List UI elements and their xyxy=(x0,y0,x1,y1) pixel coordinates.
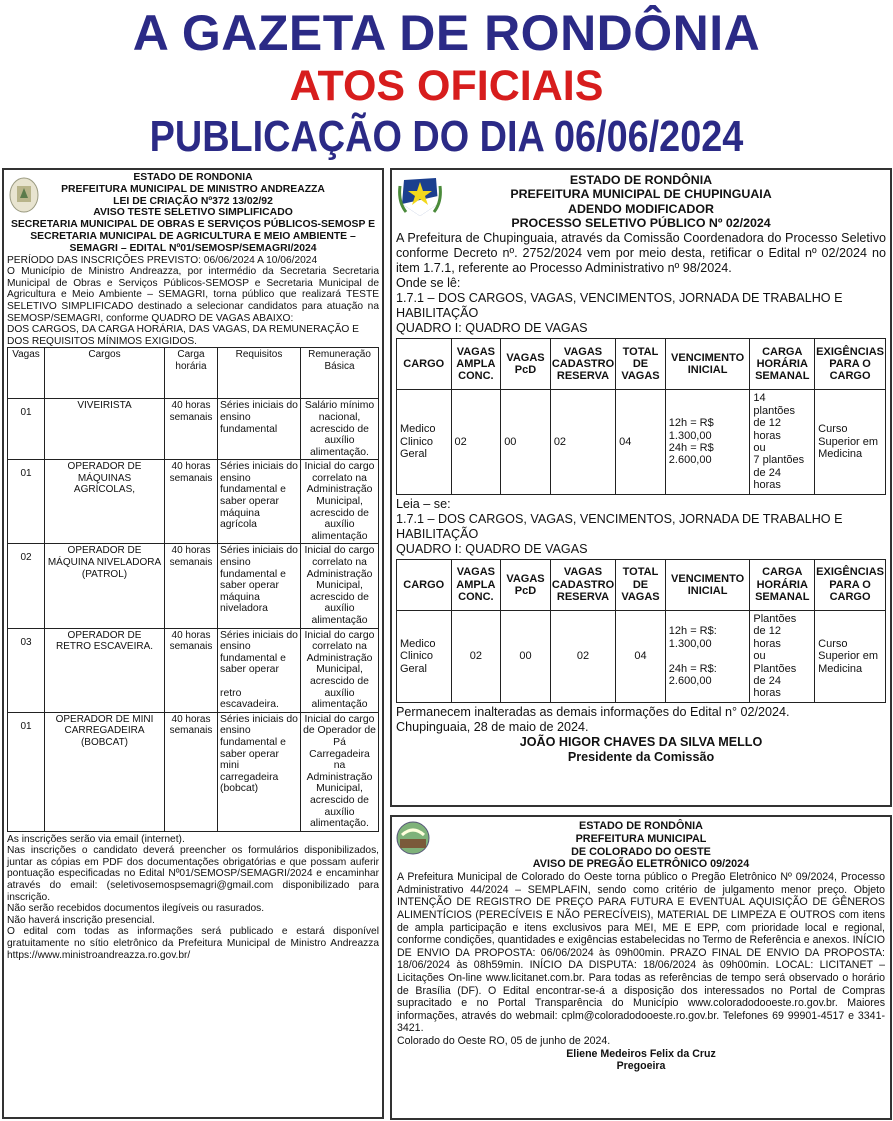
table-row xyxy=(8,712,379,831)
ministro-andreazza-notice xyxy=(2,168,384,1119)
column-header: VAGAS PcD xyxy=(501,339,551,390)
table-cell: Inicial do cargo correlato na Administração Municipal, acrescido de auxílio alimentação xyxy=(301,460,379,544)
column-header: VENCIMENTO INICIAL xyxy=(665,339,750,390)
signer-name: JOÃO HIGOR CHAVES DA SILVA MELLO xyxy=(519,734,763,749)
column-header: CARGA HORÁRIA SEMANAL xyxy=(750,559,815,610)
table-cell: 12h = R$ 1.300,00 24h = R$ 2.600,00 xyxy=(665,390,750,494)
table-cell: Plantões de 12 horas ou Plantões de 24 horas xyxy=(750,610,815,702)
table-cell: 00 xyxy=(501,610,551,702)
table-cell: 40 horas semanais xyxy=(165,712,218,831)
table-cell: 04 xyxy=(616,610,666,702)
intro-paragraph: O Município de Ministro Andreazza, por intermédio da Secretaria Secretaria Municipal de Obras e Serviços Públicos-SEMOSP e Secretaria Municipal de Agricultura e Meio Ambiente – SEMAGRI, torna público que realizará TESTE SELETIVO SIMPLIFICADO destinado a selecionar candidatos para atuação na SEMOSP/SEMAGRI, conforme QUADRO DE VAGAS ABAIXO: xyxy=(7,266,379,324)
quadro-title: QUADRO I: QUADRO DE VAGAS xyxy=(396,541,588,556)
publication-date: PUBLICAÇÃO DO DIA 06/06/2024 xyxy=(149,112,744,161)
column-header: VAGAS AMPLA CONC. xyxy=(451,339,501,390)
table-cell: Séries iniciais do ensino fundamental e saber operar máquina agrícola xyxy=(218,460,301,544)
column-header: Vagas xyxy=(8,348,45,399)
table-cell: Inicial do cargo de Operador de Pá Carregadeira na Administração Municipal, acrescido de auxílio alimentação. xyxy=(301,712,379,831)
section-title: ATOS OFICIAIS xyxy=(289,62,604,110)
table-cell: Séries iniciais do ensino fundamental e saber operar mini carregadeira (bobcat) xyxy=(218,712,301,831)
heading-line: DE COLORADO DO OESTE xyxy=(571,845,711,858)
footer-paragraph: Não haverá inscrição presencial. xyxy=(7,914,155,926)
vacancies-table-original xyxy=(396,338,886,494)
table-cell: Séries iniciais do ensino fundamental e saber operar máquina niveladora xyxy=(218,544,301,628)
column-header: Remuneração Básica xyxy=(301,348,379,399)
table-cell: 01 xyxy=(8,460,45,544)
column-header: VAGAS CADASTRO RESERVA xyxy=(550,559,615,610)
heading-line: AVISO TESTE SELETIVO SIMPLIFICADO xyxy=(93,207,293,219)
heading-line: LEI DE CRIAÇÃO Nº372 13/02/92 xyxy=(113,195,273,207)
table-cell: OPERADOR DE MINI CARREGADEIRA (BOBCAT) xyxy=(45,712,165,831)
table-row xyxy=(397,610,886,702)
column-header: TOTAL DE VAGAS xyxy=(616,339,666,390)
table-cell: 14 plantões de 12 horas ou 7 plantões de 24 horas xyxy=(750,390,815,494)
date-line: Chupinguaia, 28 de maio de 2024. xyxy=(396,719,589,734)
column-header: VENCIMENTO INICIAL xyxy=(665,559,750,610)
table-cell: 04 xyxy=(616,390,666,494)
heading-line: ESTADO DE RONDONIA xyxy=(133,172,253,183)
footer-paragraph: As inscrições serão via email (internet). xyxy=(7,833,185,845)
heading-line: PREFEITURA MUNICIPAL DE CHUPINGUAIA xyxy=(510,187,772,202)
table-cell: 40 horas semanais xyxy=(165,628,218,712)
heading-line: ESTADO DE RONDÔNIA xyxy=(579,820,703,832)
column-header: Requisitos xyxy=(218,348,301,399)
signer-name: Eliene Medeiros Felix da Cruz xyxy=(566,1047,716,1060)
header-row xyxy=(397,339,886,390)
onde-se-le: Onde se lê: xyxy=(396,275,461,290)
vacancies-table xyxy=(7,347,379,831)
vacancies-table-corrected xyxy=(396,559,886,703)
signer-role: Presidente da Comissão xyxy=(567,750,715,765)
intro-paragraph: A Prefeitura de Chupinguaia, através da Comissão Coordenadora do Processo Seletivo conforme Decreto nº. 2752/2024 vem por meio desta, retificar o Edital nº 02/2024 no item 1.7.1, referente ao Processo Administrativo nº 98/2024. xyxy=(396,230,886,275)
table-row xyxy=(8,544,379,628)
column-header: CARGA HORÁRIA SEMANAL xyxy=(750,339,815,390)
column-header: EXIGÊNCIAS PARA O CARGO xyxy=(815,339,886,390)
heading-line: AVISO DE PREGÃO ELETRÔNICO 09/2024 xyxy=(532,858,750,871)
table-cell: 40 horas semanais xyxy=(165,399,218,460)
table-cell: Medico Clinico Geral xyxy=(397,390,452,494)
table-cell: 00 xyxy=(501,390,551,494)
table-cell: 02 xyxy=(550,610,615,702)
table-cell: Curso Superior em Medicina xyxy=(815,390,886,494)
quadro-title: QUADRO I: QUADRO DE VAGAS xyxy=(396,321,588,336)
table-cell: Séries iniciais do ensino fundamental xyxy=(218,399,301,460)
table-cell: Inicial do cargo correlato na Administração Municipal, acrescido de auxílio alimentação xyxy=(301,628,379,712)
footer-paragraph: Não serão recebidos documentos ilegíveis ou rasurados. xyxy=(7,903,265,915)
section-title: 1.7.1 – DOS CARGOS, VAGAS, VENCIMENTOS, JORNADA DE TRABALHO E HABILITAÇÃO xyxy=(396,291,843,321)
colorado-do-oeste-notice xyxy=(390,815,892,1120)
table-row xyxy=(8,628,379,712)
chupinguaia-notice xyxy=(390,168,892,807)
table-cell: Curso Superior em Medicina xyxy=(815,610,886,702)
column-header: VAGAS AMPLA CONC. xyxy=(451,559,501,610)
heading-line: PREFEITURA MUNICIPAL DE MINISTRO ANDREAZZA xyxy=(61,183,325,195)
notice-body: A Prefeitura Municipal de Colorado do Oeste torna público o Pregão Eletrônico Nº 09/2024, Processo Administrativo 44/2024 – SEMPLAFIN, sendo como critério de julgamento menor preço. Objeto INTENÇÃO DE REGISTRO DE PREÇO PARA FUTURA E EVENTUAL AQUISIÇÃO DE GÊNEROS ALIMENTÍCIOS (PERECÍVEIS E NÃO PERECÍVEIS), MATERIAL DE LIMPEZA E OUTROS com itens de ampla participação e itens exclusivos para MEI, ME E EPP, com prioridade local e regional, conforme condições, quantidades e exigências estabelecidas no Termo de Referência e anexos. INÍCIO DE ENVIO DA PROPOSTA: 06/06/2024 às 09h00min. PRAZO FINAL DE ENVIO DA PROPOSTA: 18/06/2024 às 08h59min. INÍCIO DA DISPUTA: 18/06/2024 às 09h00min. LOCAL: LICITANET – Licitações On-line www.licitanet.com.br. Para todas as referências de tempo será observado o horário de Brasília (DF). O Edital encontrar-se-á a disposição dos interessados no Portal de Compras supracitado e no Portal Transparência do Município www.coloradodooeste.ro.gov.br. Maiores informações, através do webmail: cplm@coloradodooeste.ro.gov.br. Telefones 69 99901-4517 e 3341-3421. xyxy=(397,871,885,1035)
column-header: VAGAS CADASTRO RESERVA xyxy=(550,339,615,390)
table-cell: VIVEIRISTA xyxy=(45,399,165,460)
table-row xyxy=(397,390,886,494)
table-cell: Séries iniciais do ensino fundamental e saber operar retro escavadeira. xyxy=(218,628,301,712)
table-cell: OPERADOR DE RETRO ESCAVEIRA. xyxy=(45,628,165,712)
table-cell: Salário mínimo nacional, acrescido de auxílio alimentação. xyxy=(301,399,379,460)
newspaper-title: A GAZETA DE RONDÔNIA xyxy=(132,5,761,61)
section-title: 1.7.1 – DOS CARGOS, VAGAS, VENCIMENTOS, JORNADA DE TRABALHO E HABILITAÇÃO xyxy=(396,511,843,541)
column-header: TOTAL DE VAGAS xyxy=(616,559,666,610)
table-cell: 02 xyxy=(550,390,615,494)
table-cell: 40 horas semanais xyxy=(165,544,218,628)
column-header: EXIGÊNCIAS PARA O CARGO xyxy=(815,559,886,610)
header-row xyxy=(397,559,886,610)
table-cell: 02 xyxy=(451,610,501,702)
table-cell: 02 xyxy=(8,544,45,628)
footer-paragraph: O edital com todas as informações será publicado e estará disponível gratuitamente no sítio eletrônico da Prefeitura Municipal de Ministro Andreazza https://www.ministroandreazza.ro.gov.br/ xyxy=(7,926,379,961)
municipal-coat-of-arms-icon xyxy=(396,821,430,855)
signer-role: Pregoeira xyxy=(616,1060,666,1073)
table-title: DOS CARGOS, DA CARGA HORÁRIA, DAS VAGAS, DA REMUNERAÇÃO E DOS REQUISITOS MÍNIMOS EXIGIDOS. xyxy=(7,324,359,347)
table-cell: OPERADOR DE MÁQUINA NIVELADORA (PATROL) xyxy=(45,544,165,628)
closing-text: Permanecem inalteradas as demais informações do Edital n° 02/2024. xyxy=(396,704,790,719)
table-cell: 40 horas semanais xyxy=(165,460,218,544)
table-cell: 01 xyxy=(8,712,45,831)
date-line: Colorado do Oeste RO, 05 de junho de 2024. xyxy=(397,1034,611,1047)
table-cell: Inicial do cargo correlato na Administração Municipal, acrescido de auxílio alimentação xyxy=(301,544,379,628)
column-header: CARGO xyxy=(397,559,452,610)
column-header: Cargos xyxy=(45,348,165,399)
footer-paragraph: Nas inscrições o candidato deverá preencher os formulários disponibilizados, juntar as cópias em PDF dos documentações obrigatórias e que possam auferir pontuação especificadas no Edital Nº01/SEMOSP/SEMAGRI/2024 e encaminhar através do email: (seletivosemospsemagri@gmail.com disponibilizado para inscrição. xyxy=(7,845,379,903)
table-cell: 03 xyxy=(8,628,45,712)
table-cell: Medico Clinico Geral xyxy=(397,610,452,702)
table-cell: 12h = R$: 1.300,00 24h = R$: 2.600,00 xyxy=(665,610,750,702)
table-cell: OPERADOR DE MÁQUINAS AGRÍCOLAS, xyxy=(45,460,165,544)
leia-se: Leia – se: xyxy=(396,496,451,511)
registration-period: PERÍODO DAS INSCRIÇÕES PREVISTO: 06/06/2024 A 10/06/2024 xyxy=(7,254,318,266)
heading-line: SECRETARIA MUNICIPAL DE OBRAS E SERVIÇOS PÚBLICOS-SEMOSP E SECRETARIA MUNICIPAL DE AGRICULTURA E MEIO AMBIENTE – SEMAGRI – EDITAL Nº01/SEMOSP/SEMAGRI/2024 xyxy=(10,219,376,254)
table-row xyxy=(8,399,379,460)
table-row xyxy=(8,460,379,544)
table-cell: 01 xyxy=(8,399,45,460)
heading-line: PREFEITURA MUNICIPAL xyxy=(575,832,707,845)
column-header: Carga horária xyxy=(165,348,218,399)
column-header: VAGAS PcD xyxy=(501,559,551,610)
table-cell: 02 xyxy=(451,390,501,494)
heading-line: ESTADO DE RONDÔNIA xyxy=(569,173,713,187)
heading-line: PROCESSO SELETIVO PÚBLICO Nº 02/2024 xyxy=(511,216,771,231)
municipal-coat-of-arms-icon xyxy=(398,174,442,218)
municipal-coat-of-arms-icon xyxy=(8,176,40,214)
heading-line: ADENDO MODIFICADOR xyxy=(568,201,714,216)
column-header: CARGO xyxy=(397,339,452,390)
